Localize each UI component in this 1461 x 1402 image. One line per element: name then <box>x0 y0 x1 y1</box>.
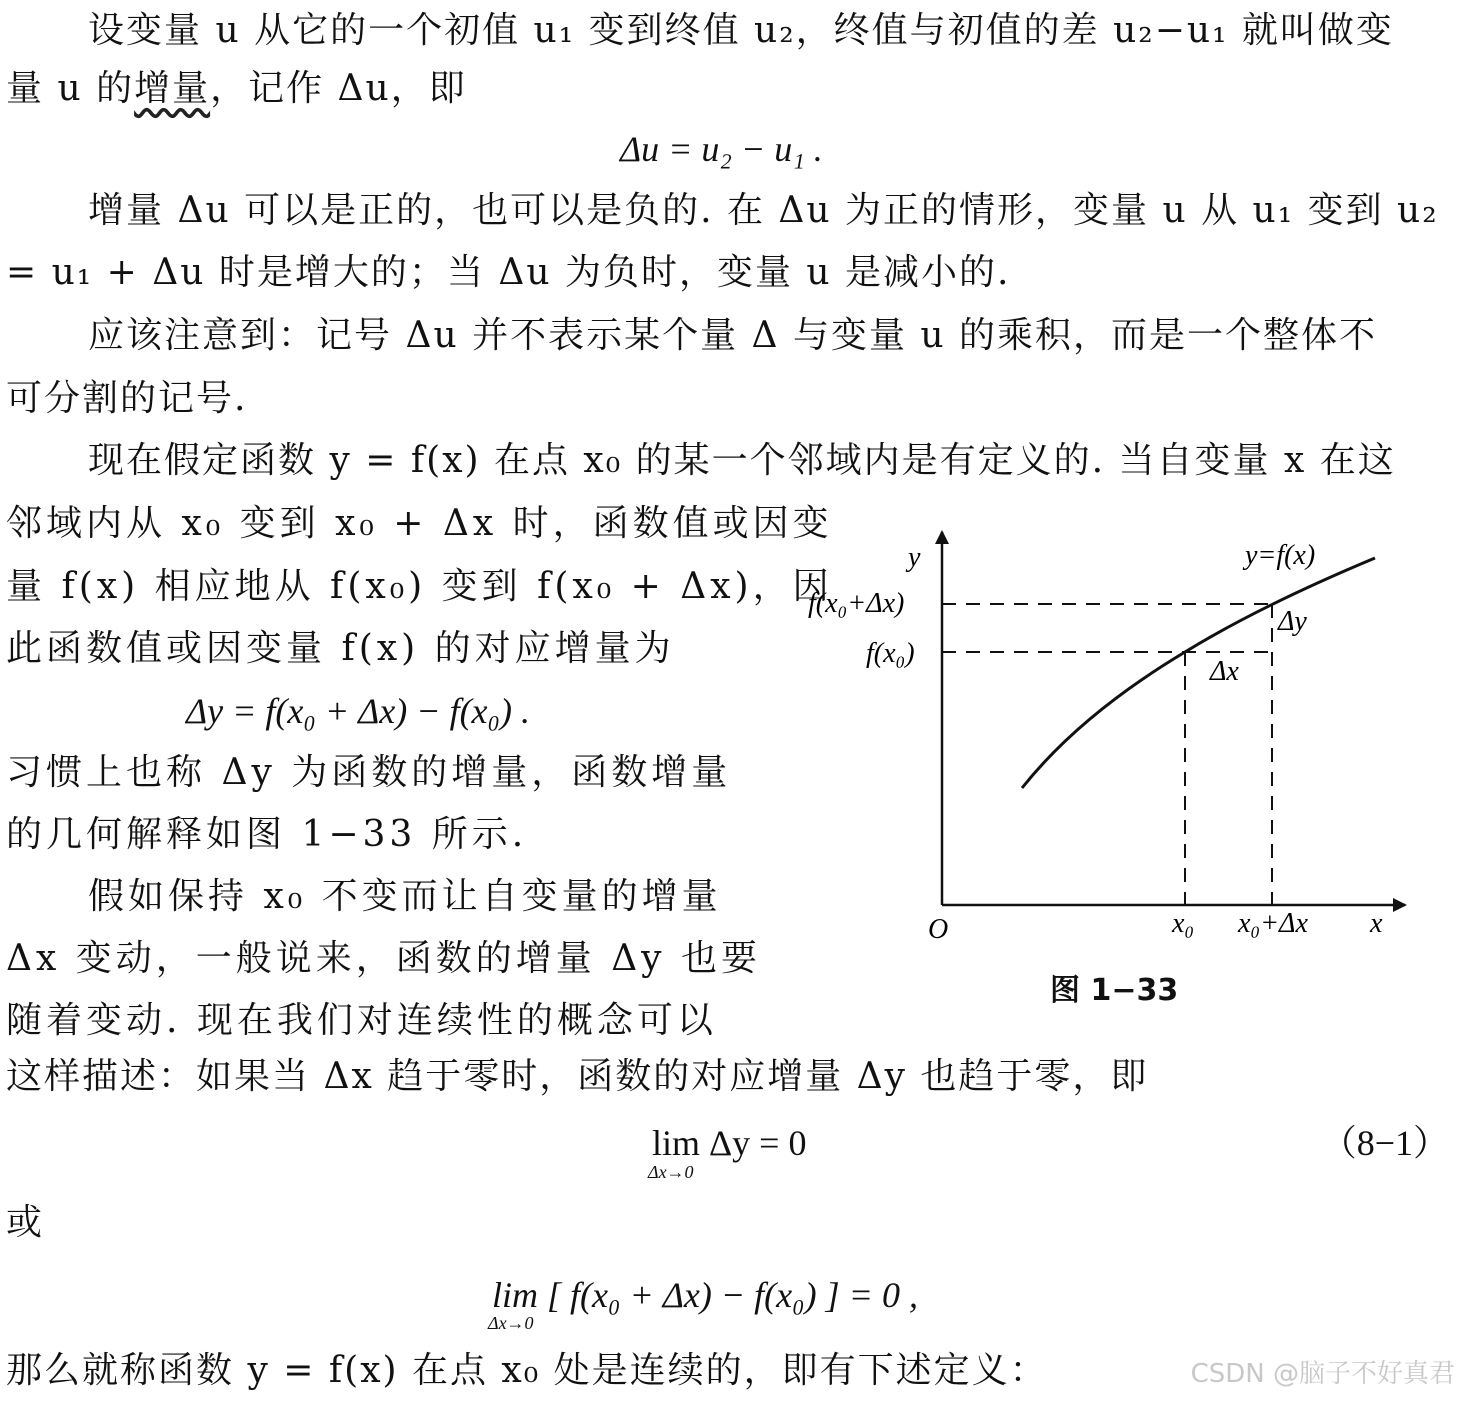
text-segment: 量 u 的 <box>6 68 135 109</box>
emphasized-term: 增量 <box>134 68 211 109</box>
text-line: = u₁ + Δu 时是增大的；当 Δu 为负时，变量 u 是减小的. <box>6 252 1011 293</box>
increment-figure <box>790 520 1430 950</box>
text-line: 随着变动. 现在我们对连续性的概念可以 <box>6 1000 717 1041</box>
limit-subscript: Δx→0 <box>488 1313 534 1333</box>
watermark: CSDN @脑子不好真君 <box>1190 1359 1455 1389</box>
text-line: Δx 变动，一般说来，函数的增量 Δy 也要 <box>6 938 761 979</box>
text-line: 量 f(x) 相应地从 f(x₀) 变到 f(x₀ + Δx)，因 <box>6 566 833 607</box>
curve-label: y=f(x) <box>1245 540 1316 571</box>
x0-tick-label: x₀ <box>1172 908 1195 939</box>
origin-label: O <box>928 914 949 945</box>
y-axis-label: y <box>908 542 921 573</box>
text-line: 邻域内从 x₀ 变到 x₀ + Δx 时，函数值或因变 <box>6 503 833 544</box>
text-line: 现在假定函数 y = f(x) 在点 x₀ 的某一个邻域内是有定义的. 当自变量 x 在这 <box>88 440 1396 481</box>
delta-y-label: Δy <box>1278 606 1307 637</box>
limit-equation: lim [ f(x₀ + Δx) − f(x₀) ] = 0 , <box>492 1275 918 1315</box>
text-line: 那么就称函数 y = f(x) 在点 x₀ 处是连续的，即有下述定义： <box>6 1350 1048 1391</box>
equation: Δy = f(x₀ + Δx) − f(x₀) . <box>186 691 531 731</box>
f-x0-dx-label: f(x₀+Δx) <box>808 588 905 619</box>
text-line: 应该注意到：记号 Δu 并不表示某个量 Δ 与变量 u 的乘积，而是一个整体不 <box>88 315 1378 356</box>
equation: Δu = u₂ − u₁ . <box>620 129 823 169</box>
text-line: 此函数值或因变量 f(x) 的对应增量为 <box>6 628 675 669</box>
function-curve <box>1022 558 1375 788</box>
equation-number: （8−1） <box>1320 1123 1449 1163</box>
text-segment: ，记作 Δu，即 <box>210 68 467 109</box>
x-axis-label: x <box>1370 908 1383 939</box>
text-line: 设变量 u 从它的一个初值 u₁ 变到终值 u₂，终值与初值的差 u₂−u₁ 就叫做变 <box>88 10 1394 51</box>
text-line <box>6 58 467 120</box>
text-line: 习惯上也称 Δy 为函数的增量，函数增量 <box>6 752 732 793</box>
limit-equation: lim Δy = 0 <box>652 1123 807 1163</box>
figure-caption: 图 1−33 <box>1050 973 1179 1008</box>
limit-subscript: Δx→0 <box>648 1162 694 1182</box>
delta-x-label: Δx <box>1210 656 1239 687</box>
x0-dx-tick-label: x₀+Δx <box>1238 908 1308 939</box>
text-line: 增量 Δu 可以是正的，也可以是负的. 在 Δu 为正的情形，变量 u 从 u₁ 变到 u₂ <box>88 190 1439 231</box>
text-line: 可分割的记号. <box>6 378 248 419</box>
text-line: 或 <box>6 1202 45 1243</box>
text-line: 假如保持 x₀ 不变而让自变量的增量 <box>88 876 722 917</box>
f-x0-label: f(x₀) <box>866 638 915 669</box>
text-line: 的几何解释如图 1−33 所示. <box>6 814 528 855</box>
text-line: 这样描述：如果当 Δx 趋于零时，函数的对应增量 Δy 也趋于零，即 <box>6 1056 1149 1097</box>
